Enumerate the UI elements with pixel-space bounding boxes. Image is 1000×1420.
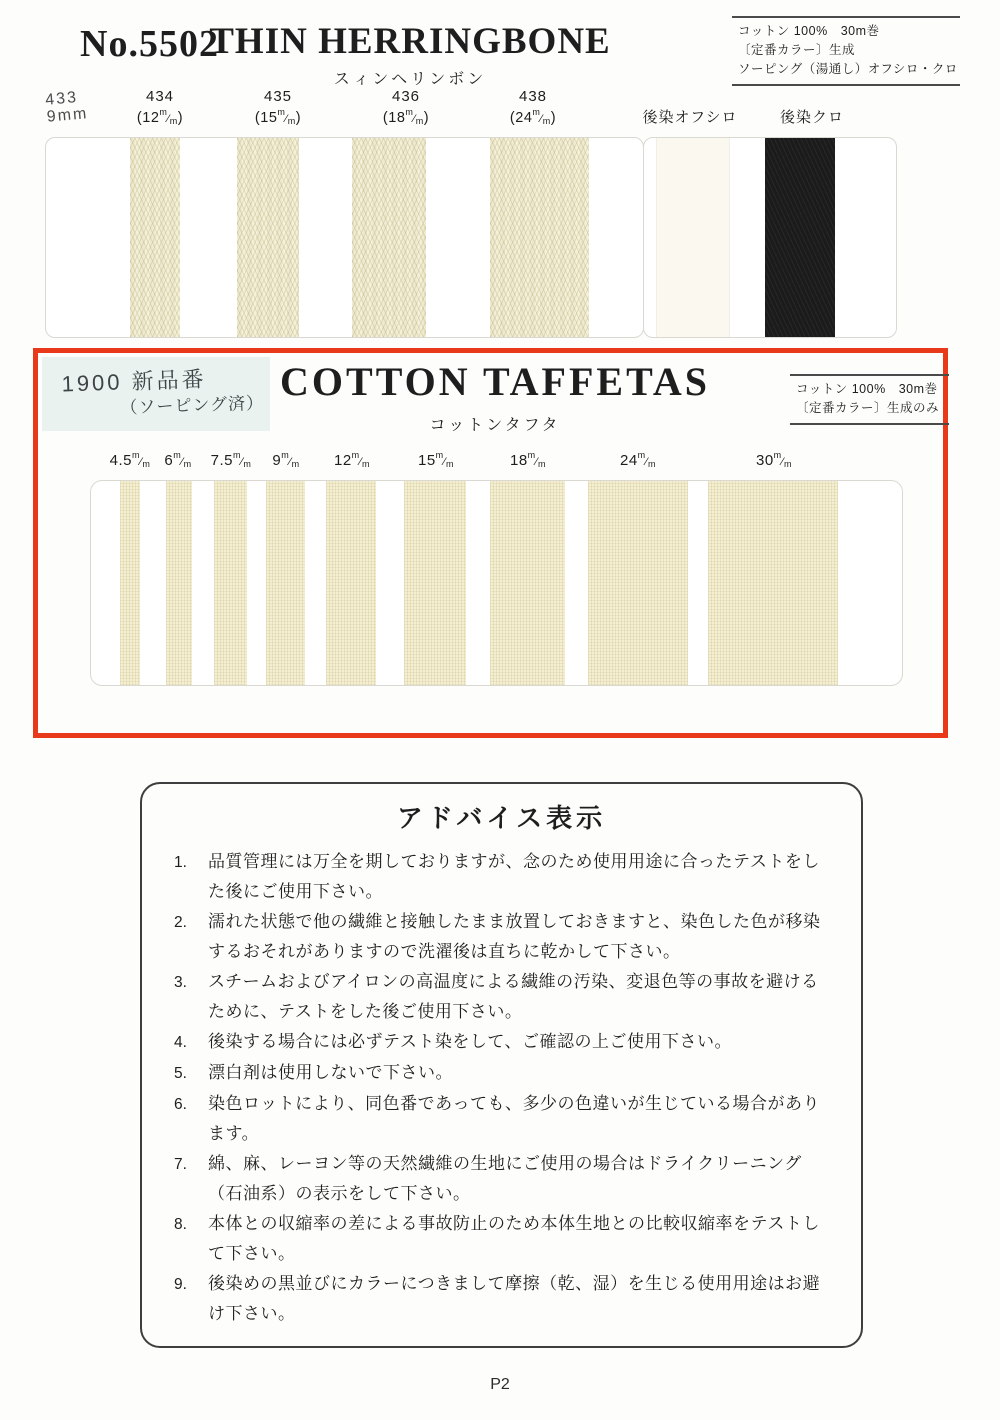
advice-item [174, 1269, 831, 1329]
advice-item [174, 1149, 831, 1209]
tape-swatch-black [765, 138, 835, 337]
advice-box [140, 782, 863, 1348]
tape-swatch-436 [352, 138, 426, 337]
size-label-12mm: 12$^m$⁄m [333, 450, 371, 469]
tape-swatch-12mm [326, 481, 376, 685]
advice-text: 漂白剤は使用しないで下さい。 [208, 1063, 453, 1082]
tape-swatch-435 [237, 138, 299, 337]
product-number: No.5502 [80, 23, 219, 65]
advice-item [174, 847, 831, 907]
tape-swatch-7-5mm [214, 481, 247, 685]
herringbone-title: THIN HERRINGBONE [209, 21, 611, 62]
taffetas-spec-box [790, 374, 949, 425]
advice-text: スチームおよびアイロンの高温度による繊維の汚染、変退色等の事故を避けるために、テストをした後ご使用下さい。 [208, 972, 819, 1021]
sample-code: 434 [145, 88, 175, 105]
sample-label-438 [468, 88, 598, 126]
advice-number: 1. [174, 854, 187, 871]
tape-swatch-24mm [588, 481, 688, 685]
handwritten-line: 9mm [46, 105, 89, 126]
page-number: P2 [490, 1376, 510, 1393]
advice-number: 5. [174, 1065, 187, 1082]
taffetas-title: COTTON TAFFETAS [280, 359, 710, 404]
sample-size: (18$^m$⁄m) [382, 107, 430, 126]
sample-label-436 [341, 88, 471, 126]
tape-swatch-438 [490, 138, 589, 337]
advice-number: 7. [174, 1156, 187, 1173]
sample-label-435 [213, 88, 343, 126]
spec-line: コットン 100% 30m巻 [796, 382, 938, 396]
tape-swatch-4-5mm [120, 481, 140, 685]
size-label-7-5mm: 7.5$^m$⁄m [210, 450, 252, 469]
tape-swatch-18mm [490, 481, 565, 685]
advice-item [174, 1058, 831, 1089]
size-label-15mm: 15$^m$⁄m [417, 450, 455, 469]
size-label-18mm: 18$^m$⁄m [509, 450, 547, 469]
herringbone-spec-box [732, 16, 960, 86]
advice-number: 8. [174, 1216, 187, 1233]
advice-item [174, 1209, 831, 1269]
advice-item [174, 967, 831, 1027]
advice-text: 品質管理には万全を期しておりますが、念のため使用用途に合ったテストをした後にご使用下さい。 [208, 852, 820, 901]
sample-code: 438 [518, 88, 548, 105]
sample-size: (12$^m$⁄m) [136, 107, 184, 126]
spec-line: ソーピング（湯通し）オフシロ・クロ [738, 62, 958, 76]
advice-number: 2. [174, 914, 187, 931]
handwritten-line: 433 [44, 89, 79, 109]
tape-swatch-434 [130, 138, 180, 337]
advice-text: 綿、麻、レーヨン等の天然繊維の生地にご使用の場合はドライクリーニング（石油系）の表示をして下さい。 [208, 1154, 802, 1203]
handwritten-note-433 [45, 88, 89, 125]
dyed-label-offwhite: 後染オフシロ [642, 109, 738, 126]
spec-line: 〔定番カラー〕生成のみ [796, 401, 940, 415]
tape-swatch-offwhite [656, 138, 730, 337]
size-label-4-5mm: 4.5$^m$⁄m [109, 450, 151, 469]
advice-text: 本体との収縮率の差による事故防止のため本体生地との比較収縮率をテストして下さい。 [208, 1214, 820, 1263]
advice-text: 後染めの黒並びにカラーにつきまして摩擦（乾、湿）を生じる使用用途はお避け下さい。 [208, 1274, 821, 1323]
sample-code: 435 [263, 88, 293, 105]
sample-label-434 [95, 88, 225, 126]
advice-number: 4. [174, 1034, 187, 1051]
tape-swatch-6mm [166, 481, 192, 685]
sample-size: (24$^m$⁄m) [509, 107, 557, 126]
advice-number: 3. [174, 974, 187, 991]
size-label-24mm: 24$^m$⁄m [619, 450, 657, 469]
advice-number: 9. [174, 1276, 187, 1293]
spec-line: 〔定番カラー〕生成 [738, 43, 856, 57]
advice-item [174, 907, 831, 967]
herringbone-subtitle: スィンヘリンボン [333, 71, 487, 88]
advice-item [174, 1027, 831, 1058]
spec-line: コットン 100% 30m巻 [738, 24, 880, 38]
taffetas-subtitle: コットンタフタ [429, 417, 561, 434]
advice-title: アドバイス表示 [396, 803, 607, 833]
tape-swatch-30mm [708, 481, 838, 685]
tape-swatch-15mm [404, 481, 466, 685]
advice-item [174, 1089, 831, 1149]
size-label-6mm: 6$^m$⁄m [164, 450, 192, 469]
advice-text: 濡れた状態で他の繊維と接触したまま放置しておきますと、染色した色が移染するおそれがありますので洗濯後は直ちに乾かして下さい。 [208, 912, 821, 961]
handwritten-line: 1900 新品番 [61, 366, 208, 397]
size-label-30mm: 30$^m$⁄m [755, 450, 793, 469]
dyed-label-black: 後染クロ [779, 109, 844, 126]
sample-code: 436 [391, 88, 421, 105]
advice-number: 6. [174, 1096, 187, 1113]
sample-size: (15$^m$⁄m) [254, 107, 302, 126]
handwritten-line: （ソーピング済） [120, 393, 265, 418]
advice-text: 後染する場合には必ずテスト染をして、ご確認の上ご使用下さい。 [208, 1032, 732, 1051]
advice-text: 染色ロットにより、同色番であっても、多少の色違いが生じている場合があります。 [208, 1094, 820, 1143]
advice-list [174, 847, 831, 1329]
size-label-9mm: 9$^m$⁄m [272, 450, 300, 469]
tape-swatch-9mm [266, 481, 305, 685]
